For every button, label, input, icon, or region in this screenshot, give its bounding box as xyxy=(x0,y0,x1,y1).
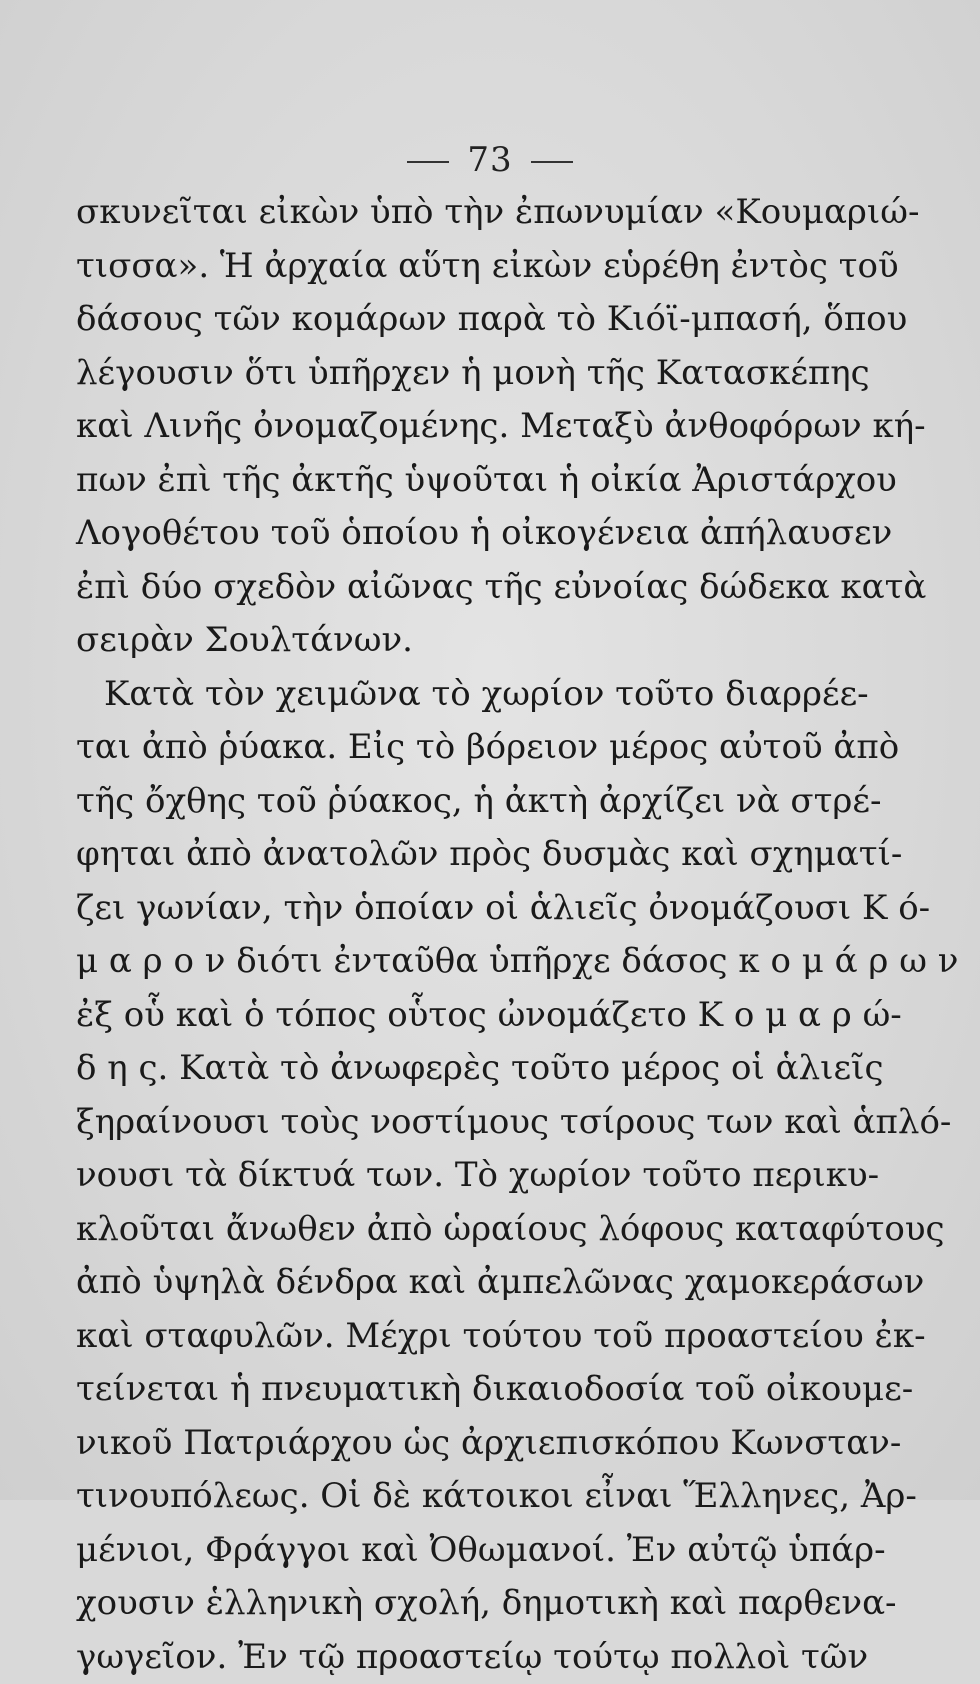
text-line: δ η ς. Κατὰ τὸ ἀνωφερὲς τοῦτο μέρος οἱ ἁλιεῖς xyxy=(76,1042,822,1096)
text-line: πων ἐπὶ τῆς ἀκτῆς ὑψοῦται ἡ οἰκία Ἀριστάρχου xyxy=(76,454,822,508)
text-line: τισσα». Ἡ ἀρχαία αὕτη εἰκὼν εὑρέθη ἐντὸς τοῦ xyxy=(76,240,822,294)
text-line: ἐπὶ δύο σχεδὸν αἰῶνας τῆς εὐνοίας δώδεκα κατὰ xyxy=(76,561,822,615)
text-line: τῆς ὄχθης τοῦ ῥύακος, ἡ ἀκτὴ ἀρχίζει νὰ στρέ- xyxy=(76,775,822,829)
text-line: ζει γωνίαν, τὴν ὁποίαν οἱ ἁλιεῖς ὀνομάζουσι Κ ό- xyxy=(76,882,822,936)
text-line: ται ἀπὸ ῥύακα. Εἰς τὸ βόρειον μέρος αὐτοῦ ἀπὸ xyxy=(76,721,822,775)
text-line: φηται ἀπὸ ἀνατολῶν πρὸς δυσμὰς καὶ σχηματί- xyxy=(76,828,822,882)
page-number-value: 73 xyxy=(467,140,512,180)
body-text xyxy=(76,186,822,1684)
text-line: ἀπὸ ὑψηλὰ δένδρα καὶ ἀμπελῶνας χαμοκεράσων xyxy=(76,1256,822,1310)
text-line: ξηραίνουσι τοὺς νοστίμους τσίρους των καὶ ἁπλό- xyxy=(76,1096,822,1150)
text-line: μ α ρ ο ν διότι ἐνταῦθα ὑπῆρχε δάσος κ ο μ ά ρ ω ν xyxy=(76,935,822,989)
page-number xyxy=(0,140,980,180)
text-line: καὶ σταφυλῶν. Μέχρι τούτου τοῦ προαστείου ἐκ- xyxy=(76,1310,822,1364)
text-line: Λογοθέτου τοῦ ὁποίου ἡ οἰκογένεια ἀπήλαυσεν xyxy=(76,507,822,561)
text-line: καὶ Λινῆς ὀνομαζομένης. Μεταξὺ ἀνθοφόρων κή- xyxy=(76,400,822,454)
text-line: γωγεῖον. Ἐν τῷ προαστείῳ τούτῳ πολλοὶ τῶν xyxy=(76,1631,822,1684)
text-line: σειρὰν Σουλτάνων. xyxy=(76,614,822,668)
text-line: δάσους τῶν κομάρων παρὰ τὸ Κιόϊ-μπασή, ὅπου xyxy=(76,293,822,347)
text-line: κλοῦται ἄνωθεν ἀπὸ ὡραίους λόφους καταφύτους xyxy=(76,1203,822,1257)
text-line: λέγουσιν ὅτι ὑπῆρχεν ἡ μονὴ τῆς Κατασκέπης xyxy=(76,347,822,401)
text-line: Κατὰ τὸν χειμῶνα τὸ χωρίον τοῦτο διαρρέε- xyxy=(76,668,822,722)
text-line: νουσι τὰ δίκτυά των. Τὸ χωρίον τοῦτο περικυ- xyxy=(76,1149,822,1203)
text-line: τείνεται ἡ πνευματικὴ δικαιοδοσία τοῦ οἰκουμε- xyxy=(76,1363,822,1417)
text-line: σκυνεῖται εἰκὼν ὑπὸ τὴν ἐπωνυμίαν «Κουμαριώ- xyxy=(76,186,822,240)
right-dash xyxy=(531,161,573,163)
text-line: ἐξ οὗ καὶ ὁ τόπος οὗτος ὠνομάζετο Κ ο μ α ρ ώ- xyxy=(76,989,822,1043)
text-line: τινουπόλεως. Οἱ δὲ κάτοικοι εἶναι Ἕλληνες, Ἀρ- xyxy=(76,1470,822,1524)
left-dash xyxy=(407,161,449,163)
text-line: χουσιν ἑλληνικὴ σχολή, δημοτικὴ καὶ παρθενα- xyxy=(76,1577,822,1631)
text-line: νικοῦ Πατριάρχου ὡς ἀρχιεπισκόπου Κωνσταν- xyxy=(76,1417,822,1471)
text-line: μένιοι, Φράγγοι καὶ Ὀθωμανοί. Ἐν αὐτῷ ὑπάρ- xyxy=(76,1524,822,1578)
